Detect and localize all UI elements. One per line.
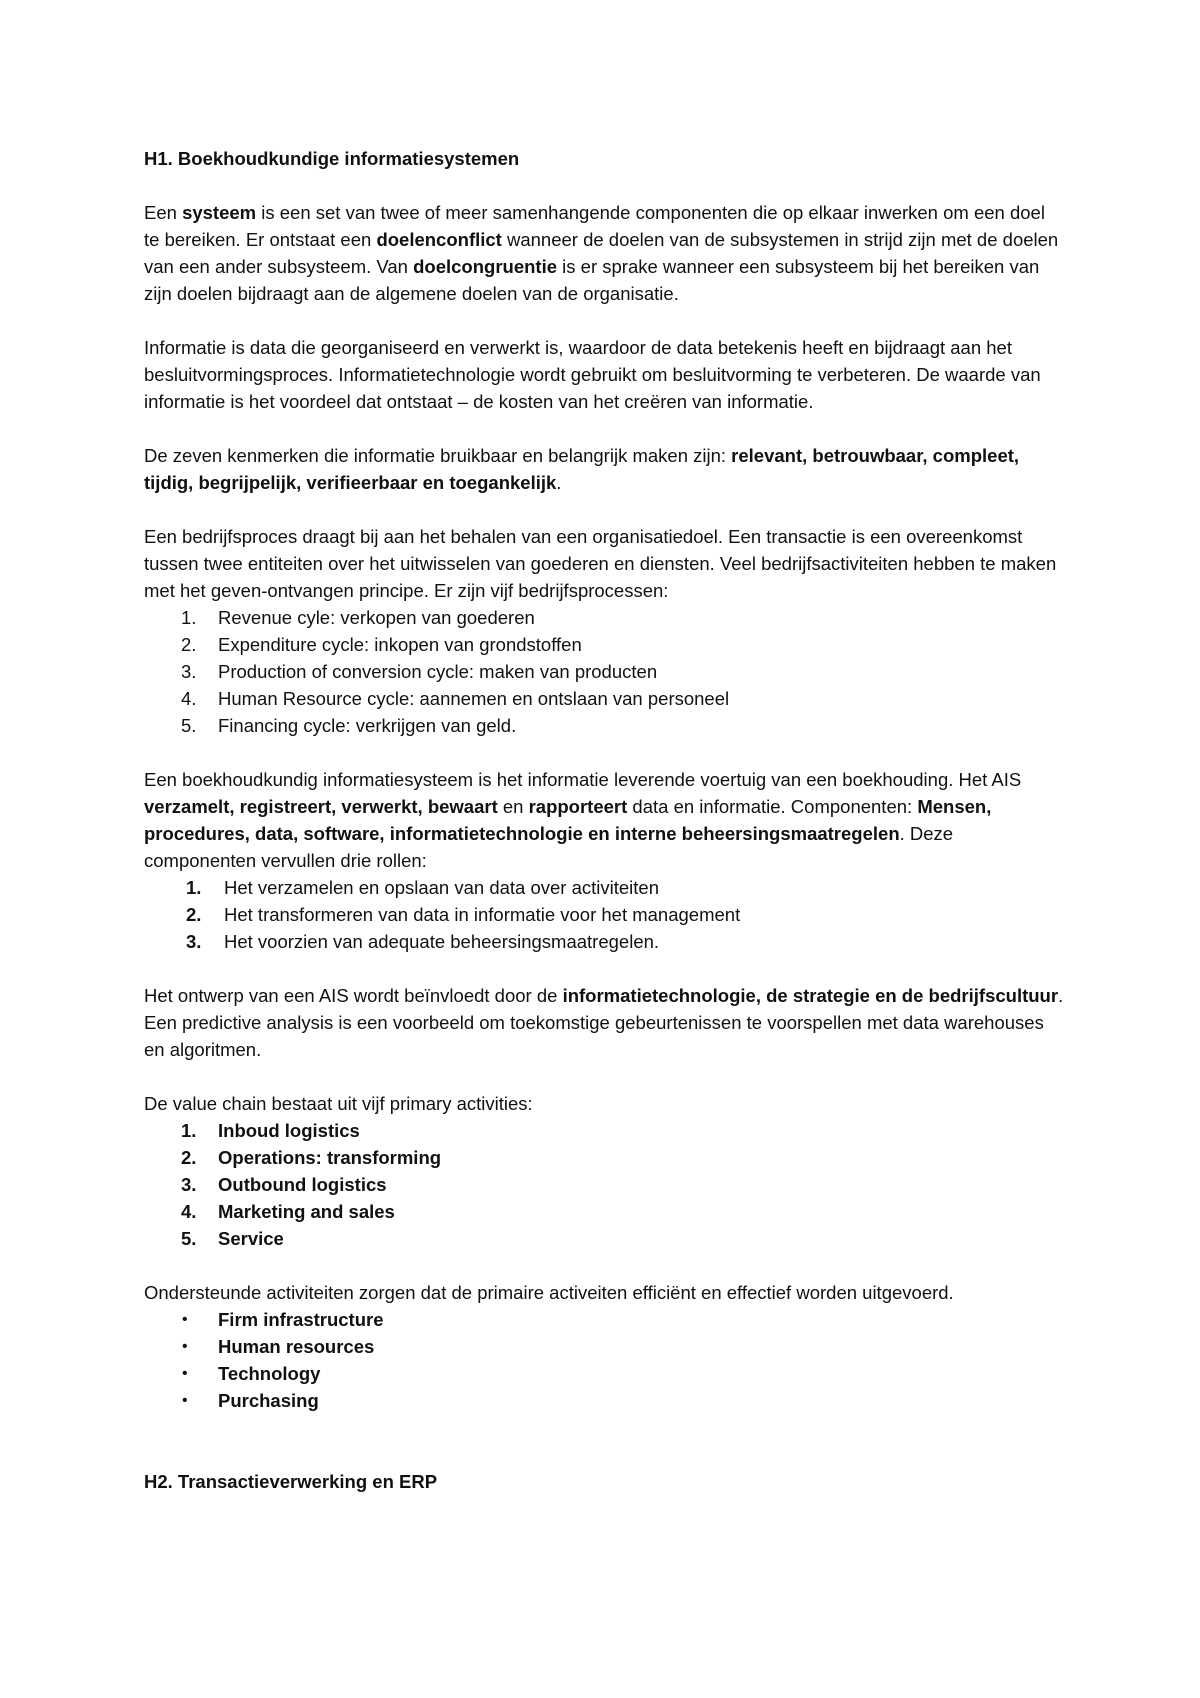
paragraph-systeem (144, 199, 1064, 307)
list-item-text: Revenue cyle: verkopen van goederen (218, 607, 535, 628)
text-run: data en informatie. Componenten: (627, 796, 918, 817)
list-number: 2. (186, 904, 202, 925)
list-item-text: Outbound logistics (218, 1174, 387, 1195)
list-number: 3. (181, 1174, 197, 1195)
list-item-text: Marketing and sales (218, 1201, 395, 1222)
paragraph-value-chain: De value chain bestaat uit vijf primary activities: (144, 1093, 533, 1114)
list-bedrijfsprocessen (144, 604, 1064, 739)
list-number: 2. (181, 634, 197, 655)
list-item-text: Het voorzien van adequate beheersingsmaatregelen. (224, 931, 660, 952)
bullet-icon: • (182, 1365, 188, 1382)
list-item (144, 658, 1064, 685)
list-item-text: Technology (218, 1363, 321, 1384)
term-ais-functies: verzamelt, registreert, verwerkt, bewaart (144, 796, 498, 817)
list-primary-activities (144, 1117, 1064, 1252)
text-run: en (497, 796, 529, 817)
list-item (144, 604, 1064, 631)
list-number: 2. (181, 1147, 197, 1168)
paragraph-ontwerp-ais (144, 982, 1064, 1063)
list-number: 5. (181, 1228, 197, 1249)
list-number: 3. (186, 931, 202, 952)
text-run: Een (144, 202, 183, 223)
list-item (144, 1306, 1064, 1333)
text-run: Het ontwerp van een AIS wordt beïnvloedt door de (144, 985, 563, 1006)
term-rapporteert: rapporteert (528, 796, 628, 817)
list-item-text: Purchasing (218, 1390, 319, 1411)
paragraph-ais (144, 766, 1064, 874)
list-item (144, 1387, 1064, 1414)
list-item-text: Operations: transforming (218, 1147, 442, 1168)
list-number: 5. (181, 715, 197, 736)
term-invloeden: informatietechnologie, de strategie en de bedrijfscultuur (562, 985, 1059, 1006)
list-item-text: Production of conversion cycle: maken van producten (218, 661, 658, 682)
list-item-text: Het verzamelen en opslaan van data over activiteiten (224, 877, 660, 898)
text-run: . (556, 472, 562, 493)
heading-h2: H2. Transactieverwerking en ERP (144, 1471, 438, 1492)
list-item-text: Financing cycle: verkrijgen van geld. (218, 715, 517, 736)
bullet-icon: • (182, 1392, 188, 1409)
text-run: is er sprake wanneer een subsysteem bij het bereiken van zijn doelen bijdraagt aan de algemene doelen van de organisatie. (144, 256, 1040, 304)
list-item (144, 928, 1064, 955)
bullet-icon: • (182, 1311, 188, 1328)
text-run: wanneer de doelen van de subsystemen in strijd zijn met de doelen van een ander subsysteem. Van (144, 229, 1059, 277)
text-run: . Deze componenten vervullen drie rollen: (144, 823, 954, 871)
list-number: 1. (181, 607, 197, 628)
list-item (144, 685, 1064, 712)
text-run: Een boekhoudkundig informatiesysteem is het informatie leverende voertuig van een boekhouding. Het AIS (144, 769, 1022, 790)
list-item (144, 1333, 1064, 1360)
list-item-text: Human resources (218, 1336, 375, 1357)
heading-h1: H1. Boekhoudkundige informatiesystemen (144, 148, 520, 169)
term-doelenconflict: doelenconflict (376, 229, 502, 250)
list-number: 4. (181, 1201, 197, 1222)
bullet-icon: • (182, 1338, 188, 1355)
list-number: 1. (181, 1120, 197, 1141)
list-item (144, 1198, 1064, 1225)
list-number: 1. (186, 877, 202, 898)
text-run: De zeven kenmerken die informatie bruikbaar en belangrijk maken zijn: (144, 445, 732, 466)
term-componenten: Mensen, procedures, data, software, informatietechnologie en interne beheersingsmaatregelen (144, 796, 992, 844)
list-item-text: Inboud logistics (218, 1120, 360, 1141)
paragraph-informatie: Informatie is data die georganiseerd en verwerkt is, waardoor de data betekenis heeft en bijdraagt aan het besluitvormingsproces. Informatietechnologie wordt gebruikt om besluitvorming te verbeteren. De waarde van informatie is het voordeel dat ontstaat – de kosten van het creëren van informatie. (144, 337, 1041, 412)
list-item-text: Firm infrastructure (218, 1309, 384, 1330)
list-item (144, 712, 1064, 739)
list-item (144, 1360, 1064, 1387)
list-item (144, 631, 1064, 658)
list-number: 3. (181, 661, 197, 682)
list-item (144, 1225, 1064, 1252)
list-item-text: Het transformeren van data in informatie voor het management (224, 904, 741, 925)
text-run: . Een predictive analysis is een voorbeeld om toekomstige gebeurtenissen te voorspellen met data warehouses en algoritmen. (144, 985, 1064, 1060)
text-run: is een set van twee of meer samenhangende componenten die op elkaar inwerken om een doel te bereiken. Er ontstaat een (144, 202, 1045, 250)
term-systeem: systeem (182, 202, 257, 223)
term-kenmerken: relevant, betrouwbaar, compleet, tijdig, begrijpelijk, verifieerbaar en toegankelijk (144, 445, 1020, 493)
list-item (144, 901, 1064, 928)
list-item (144, 1144, 1064, 1171)
list-support-activities (144, 1306, 1064, 1414)
paragraph-bedrijfsproces: Een bedrijfsproces draagt bij aan het behalen van een organisatiedoel. Een transactie is een overeenkomst tussen twee entiteiten over het uitwisselen van goederen en diensten. Veel bedrijfsactiviteiten hebben te maken met het geven-ontvangen principe. Er zijn vijf bedrijfsprocessen: (144, 526, 1057, 601)
list-item-text: Service (218, 1228, 284, 1249)
list-item-text: Human Resource cycle: aannemen en ontslaan van personeel (218, 688, 730, 709)
list-item (144, 874, 1064, 901)
list-item-text: Expenditure cycle: inkopen van grondstoffen (218, 634, 582, 655)
document-body (144, 145, 1064, 1495)
list-number: 4. (181, 688, 197, 709)
paragraph-kenmerken (144, 442, 1064, 496)
list-item (144, 1117, 1064, 1144)
list-rollen (144, 874, 1064, 955)
paragraph-ondersteunende: Ondersteunde activiteiten zorgen dat de primaire activeiten efficiënt en effectief worden uitgevoerd. (144, 1282, 954, 1303)
list-item (144, 1171, 1064, 1198)
term-doelcongruentie: doelcongruentie (413, 256, 558, 277)
